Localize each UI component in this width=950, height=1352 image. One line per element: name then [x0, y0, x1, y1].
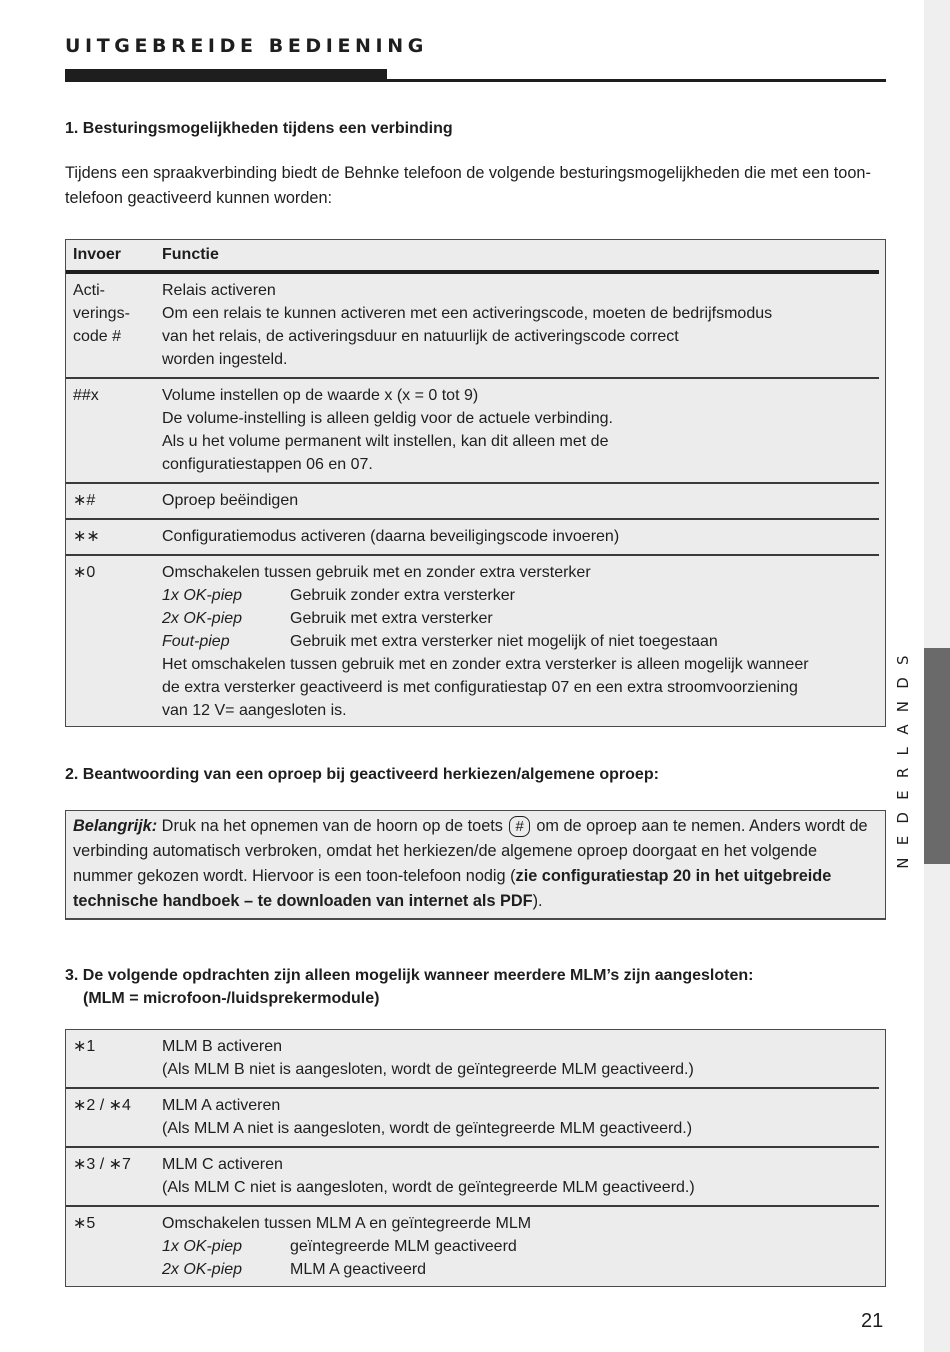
note-reference: zie configuratiestap 20 in het uitgebreide technische handboek – te downloaden van internet als PDF — [73, 867, 832, 910]
input-cell: ∗5 — [73, 1215, 96, 1232]
function-cell: Omschakelen tussen MLM A en geïntegreerde MLM 1x OK-piep geïntegreerde MLM geactiveerd 2x OK-piep MLM A geactiveerd — [162, 1206, 879, 1287]
function-cell: MLM A activeren (Als MLM A niet is aangesloten, wordt de geïntegreerde MLM geactiveerd.) — [162, 1088, 879, 1147]
mlm-table — [65, 1029, 886, 1287]
function-cell: MLM B activeren (Als MLM B niet is aangesloten, wordt de geïntegreerde MLM geactiveerd.) — [162, 1030, 879, 1088]
beep-signal-row: 2x OK-piep Gebruik met extra versterker — [162, 610, 493, 627]
title-rule-thick — [65, 69, 387, 82]
title-rule-thin — [387, 79, 886, 82]
function-cell: MLM C activeren (Als MLM C niet is aangesloten, wordt de geïntegreerde MLM geactiveerd.) — [162, 1147, 879, 1206]
function-cell: Omschakelen tussen gebruik met en zonder extra versterker 1x OK-piep Gebruik zonder extra versterker 2x OK-piep Gebruik met extra versterker Fout-piep Gebruik met extra versterker niet mogelijk of niet toegestaan Het omschakelen tussen gebruik met en zonder extra versterker is alleen mogelijk wanneer de extra versterker geactiveerd is met configuratiestap 07 en een extra stroomvoorziening van 12 V= aangesloten is. — [162, 555, 879, 728]
table-row — [66, 1030, 879, 1088]
section2-heading: 2. Beantwoording van een oproep bij geactiveerd herkiezen/algemene oproep: — [65, 766, 659, 783]
column-header-input: Invoer — [66, 240, 162, 272]
function-cell: Relais activeren Om een relais te kunnen activeren met een activeringscode, moeten de bedrijfsmodus van het relais, de activeringsduur en natuurlijk de activeringscode correct worden ingesteld. — [162, 272, 879, 378]
input-cell: ∗# — [66, 483, 162, 519]
table-row — [66, 1147, 879, 1206]
input-cell: ∗0 — [73, 564, 96, 581]
function-cell: Oproep beëindigen — [162, 483, 879, 519]
input-cell: Acti- verings- code # — [66, 272, 162, 378]
section1-heading: 1. Besturingsmogelijkheden tijdens een verbinding — [65, 120, 453, 137]
input-cell: ∗2 / ∗4 — [66, 1088, 162, 1147]
input-cell: ∗∗ — [66, 519, 162, 555]
input-cell: ##x — [66, 378, 162, 483]
function-cell: Configuratiemodus activeren (daarna beveiligingscode invoeren) — [162, 519, 879, 555]
beep-signal-row: 1x OK-piep geïntegreerde MLM geactiveerd — [162, 1238, 517, 1255]
input-cell: ∗3 / ∗7 — [66, 1147, 162, 1206]
column-header-function: Functie — [162, 240, 879, 272]
beep-signal-row: 1x OK-piep Gebruik zonder extra versterker — [162, 587, 515, 604]
function-cell: Volume instellen op de waarde x (x = 0 tot 9) De volume-instelling is alleen geldig voor de actuele verbinding. Als u het volume permanent wilt instellen, kan dit alleen met de configuratiestappen 06 en 07. — [162, 378, 879, 483]
beep-signal-row: 2x OK-piep MLM A geactiveerd — [162, 1261, 427, 1278]
table-row — [66, 519, 879, 555]
controls-table — [65, 239, 886, 727]
beep-signal-row: Fout-piep Gebruik met extra versterker niet mogelijk of niet toegestaan — [162, 633, 718, 650]
section1-intro: Tijdens een spraakverbinding biedt de Behnke telefoon de volgende besturingsmogelijkheden die met een toon-telefoon geactiveerd kunnen worden: — [65, 164, 871, 207]
table-row — [66, 555, 879, 728]
section3-heading: 3. De volgende opdrachten zijn alleen mogelijk wanneer meerdere MLM’s zijn aangesloten: (MLM = microfoon-/luidsprekermodule) — [65, 967, 754, 1007]
table-row — [66, 378, 879, 483]
important-note: Belangrijk: Druk na het opnemen van de hoorn op de toets # om de oproep aan te nemen. Anders wordt de verbinding automatisch verbroken, omdat het herkiezen/de algemene oproep doorgaat en het volgende nummer gekozen wordt. Hiervoor is een toon-telefoon nodig (zie configuratiestap 20 in het uitgebreide technische handboek – te downloaden van internet als PDF). — [73, 817, 868, 910]
table-row — [66, 1206, 879, 1287]
note-lead: Belangrijk: — [73, 817, 158, 835]
page-title: UITGEBREIDE BEDIENING — [65, 35, 428, 57]
table-header-row — [66, 240, 879, 272]
input-cell: ∗1 — [66, 1030, 162, 1088]
language-tab-marker — [924, 648, 950, 864]
table-row — [66, 483, 879, 519]
hash-key-icon: # — [509, 816, 529, 837]
table-row — [66, 272, 879, 378]
table-row — [66, 1088, 879, 1147]
important-note-box — [65, 810, 886, 920]
page-number: 21 — [861, 1310, 884, 1332]
